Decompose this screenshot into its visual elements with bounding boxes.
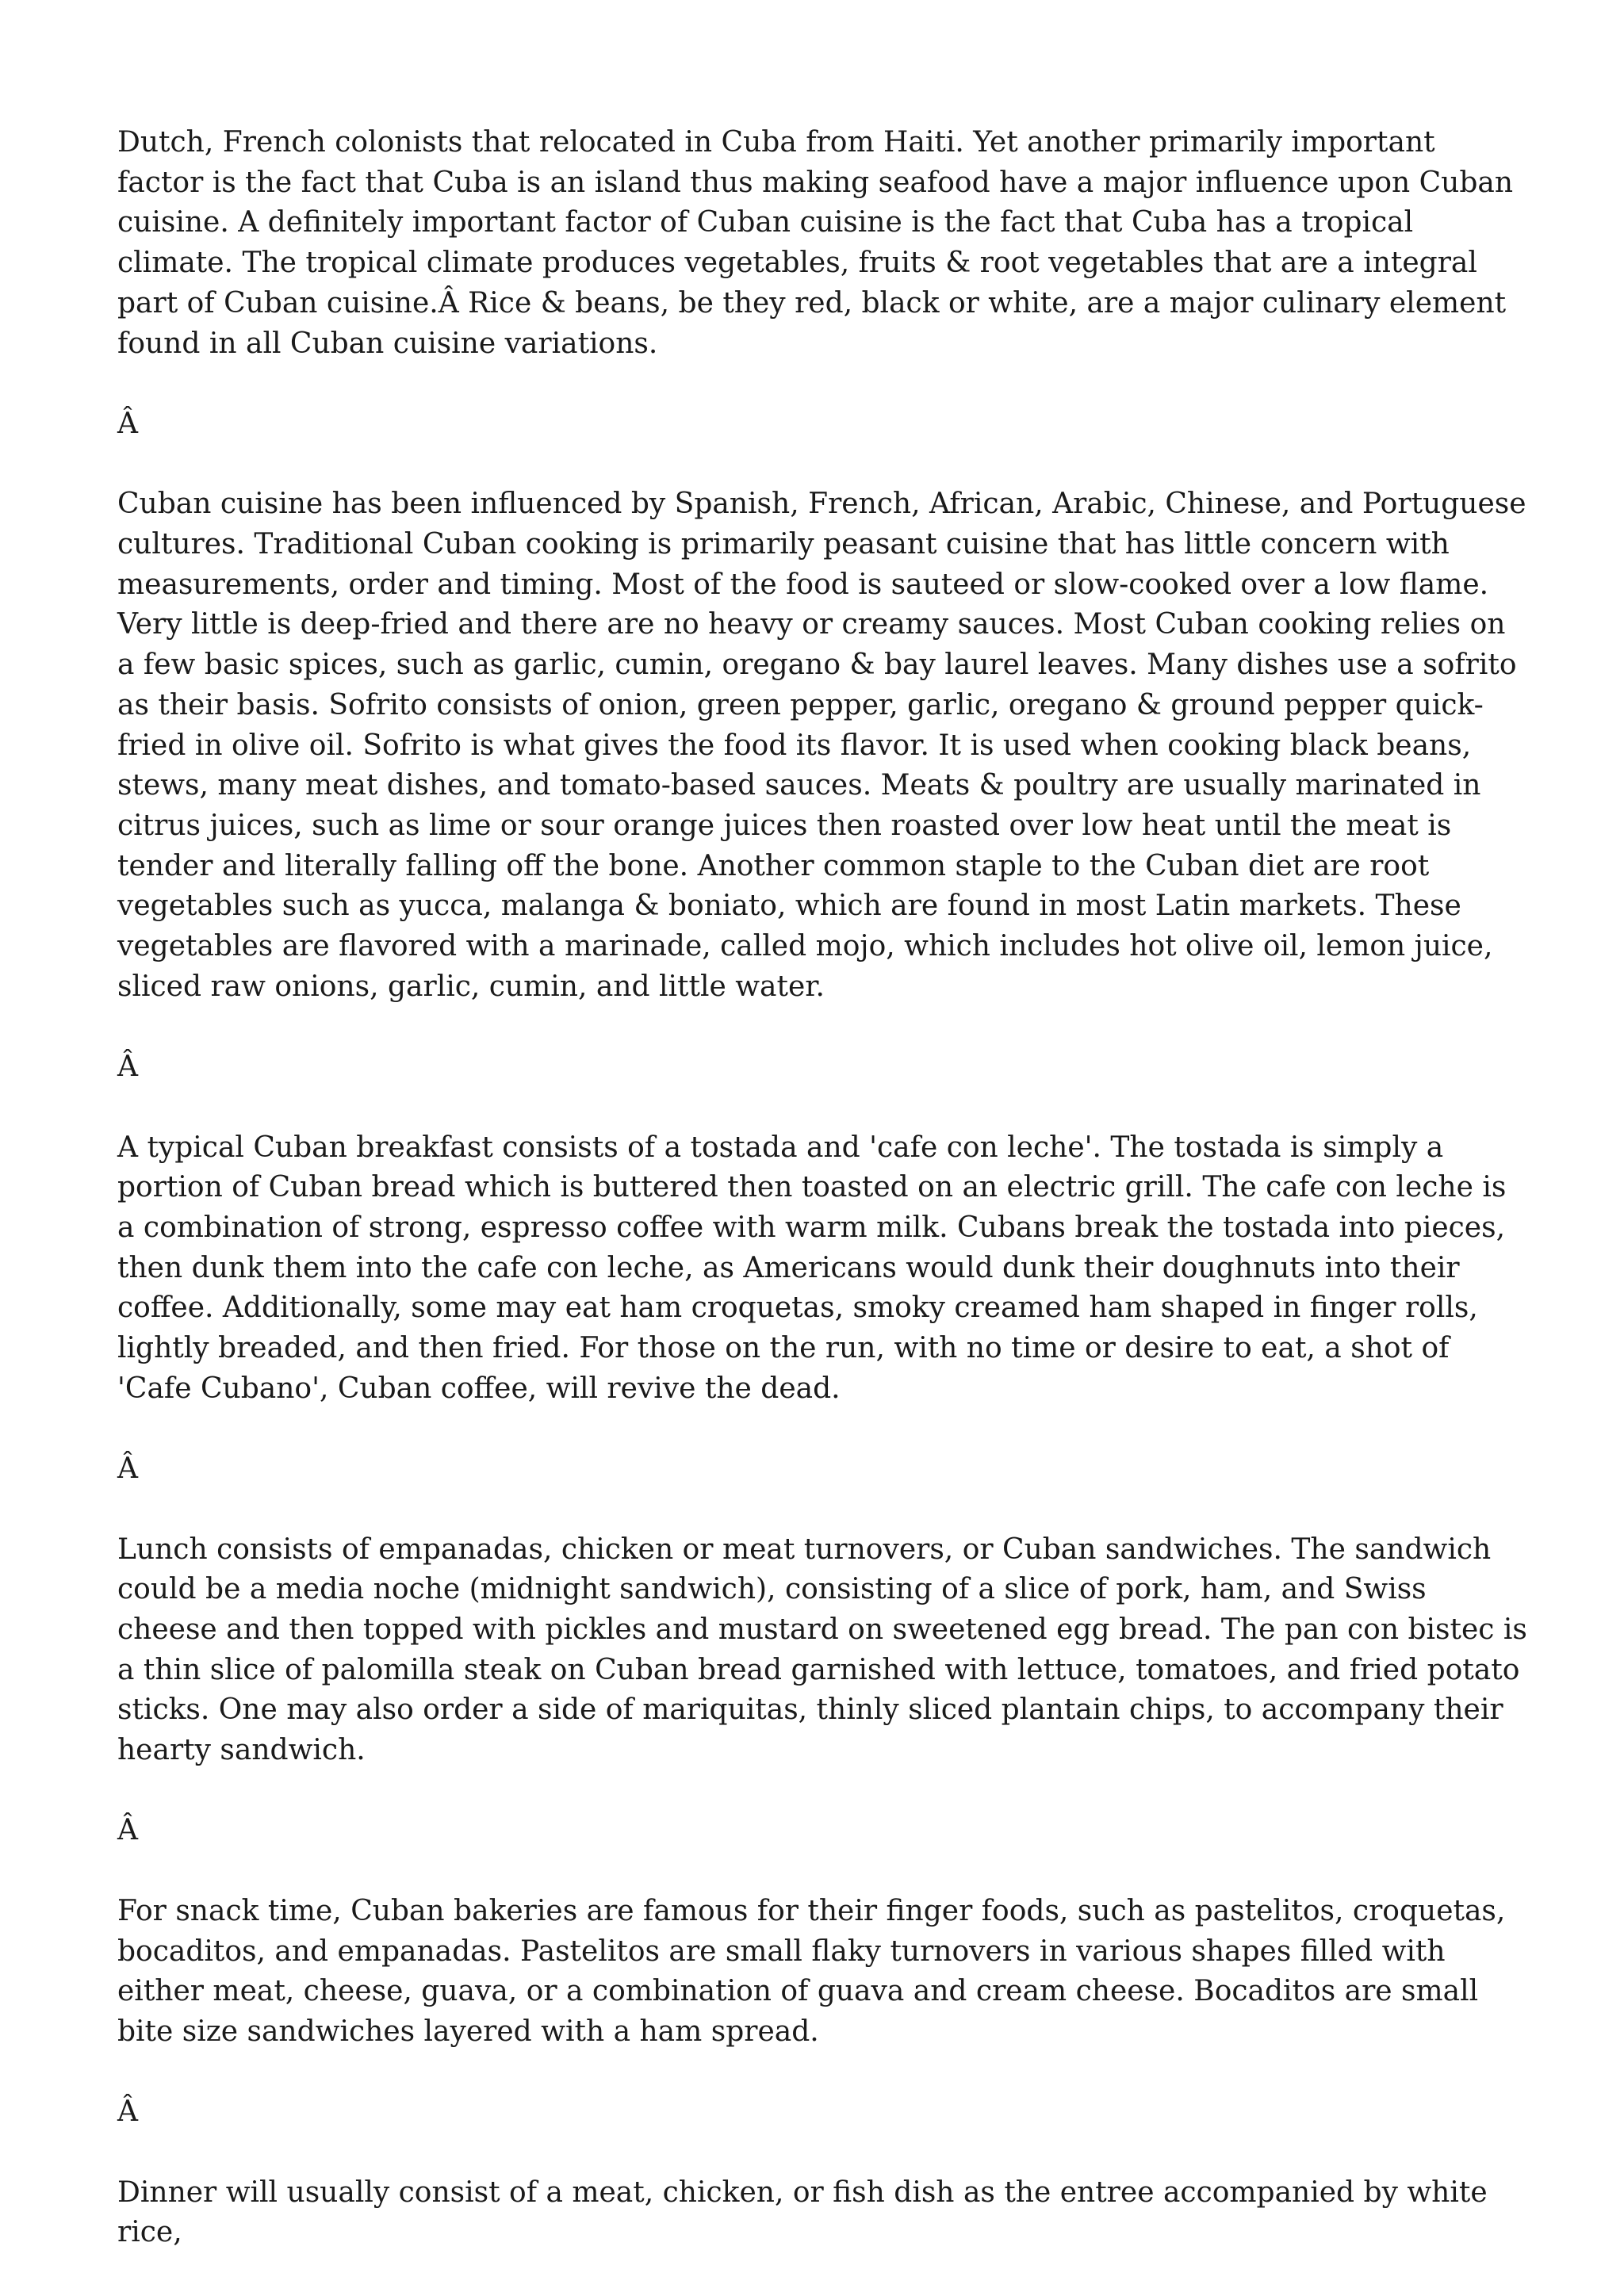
paragraph-spacer: Â — [117, 1050, 138, 1084]
paragraph-breakfast: A typical Cuban breakfast consists of a tostada and 'cafe con leche'. The tostada is simply a portion of Cuban bread which is buttered then toasted on an electric grill. The cafe con leche is a combination of strong, espresso coffee with warm milk. Cubans break the tostada into pieces, then dunk them into the cafe con leche, as Americans would dunk their doughnuts into their coffee. Additionally, some may eat ham croquetas, smoky creamed ham shaped in finger rolls, lightly breaded, and then fried. For those on the run, with no time or desire to eat, a shot of 'Cafe Cubano', Cuban coffee, will revive the dead. — [117, 1131, 1507, 1405]
paragraph-spacer: Â — [117, 1814, 138, 1847]
paragraph-colonists: Dutch, French colonists that relocated in Cuba from Haiti. Yet another primarily important factor is the fact that Cuba is an island thus making seafood have a major influence upon Cuban cuisine. A definitely important factor of Cuban cuisine is the fact that Cuba has a tropical climate. The tropical climate produces vegetables, fruits & root vegetables that are a integral part of Cuban cuisine.Â Rice & beans, be they red, black or white, are a major culinary element found in all Cuban cuisine variations. — [117, 126, 1514, 360]
paragraph-dinner: Dinner will usually consist of a meat, chicken, or fish dish as the entree accompanied by white rice, — [117, 2175, 1488, 2249]
paragraph-snack: For snack time, Cuban bakeries are famous for their finger foods, such as pastelitos, croquetas, bocaditos, and empanadas. Pastelitos are small flaky turnovers in various shapes filled with either meat, cheese, guava, or a combination of guava and cream cheese. Bocaditos are small bite size sandwiches layered with a ham spread. — [117, 1894, 1506, 2048]
paragraph-lunch: Lunch consists of empanadas, chicken or meat turnovers, or Cuban sandwiches. The sandwich could be a media noche (midnight sandwich), consisting of a slice of pork, ham, and Swiss cheese and then topped with pickles and mustard on sweetened egg bread. The pan con bistec is a thin slice of palomilla steak on Cuban bread garnished with lettuce, tomatoes, and fried potato sticks. One may also order a side of mariquitas, thinly sliced plantain chips, to accompany their hearty sandwich. — [117, 1533, 1527, 1767]
paragraph-spacer: Â — [117, 407, 138, 440]
paragraph-spacer: Â — [117, 2095, 138, 2129]
paragraph-spacer: Â — [117, 1452, 138, 1486]
paragraph-influences: Cuban cuisine has been influenced by Spanish, French, African, Arabic, Chinese, and Portuguese cultures. Traditional Cuban cooking is primarily peasant cuisine that has little concern with measurements, order and timing. Most of the food is sauteed or slow-cooked over a low flame. Very little is deep-fried and there are no heavy or creamy sauces. Most Cuban cooking relies on a few basic spices, such as garlic, cumin, oregano & bay laurel leaves. Many dishes use a sofrito as their basis. Sofrito consists of onion, green pepper, garlic, oregano & ground pepper quick-fried in olive oil. Sofrito is what gives the food its flavor. It is used when cooking black beans, stews, many meat dishes, and tomato-based sauces. Meats & poultry are usually marinated in citrus juices, such as lime or sour orange juices then roasted over low heat until the meat is tender and literally falling off the bone. Another common staple to the Cuban diet are root vegetables such as yucca, malanga & boniato, which are found in most Latin markets. These vegetables are flavored with a marinade, called mojo, which includes hot olive oil, lemon juice, sliced raw onions, garlic, cumin, and little water. — [117, 488, 1526, 1003]
